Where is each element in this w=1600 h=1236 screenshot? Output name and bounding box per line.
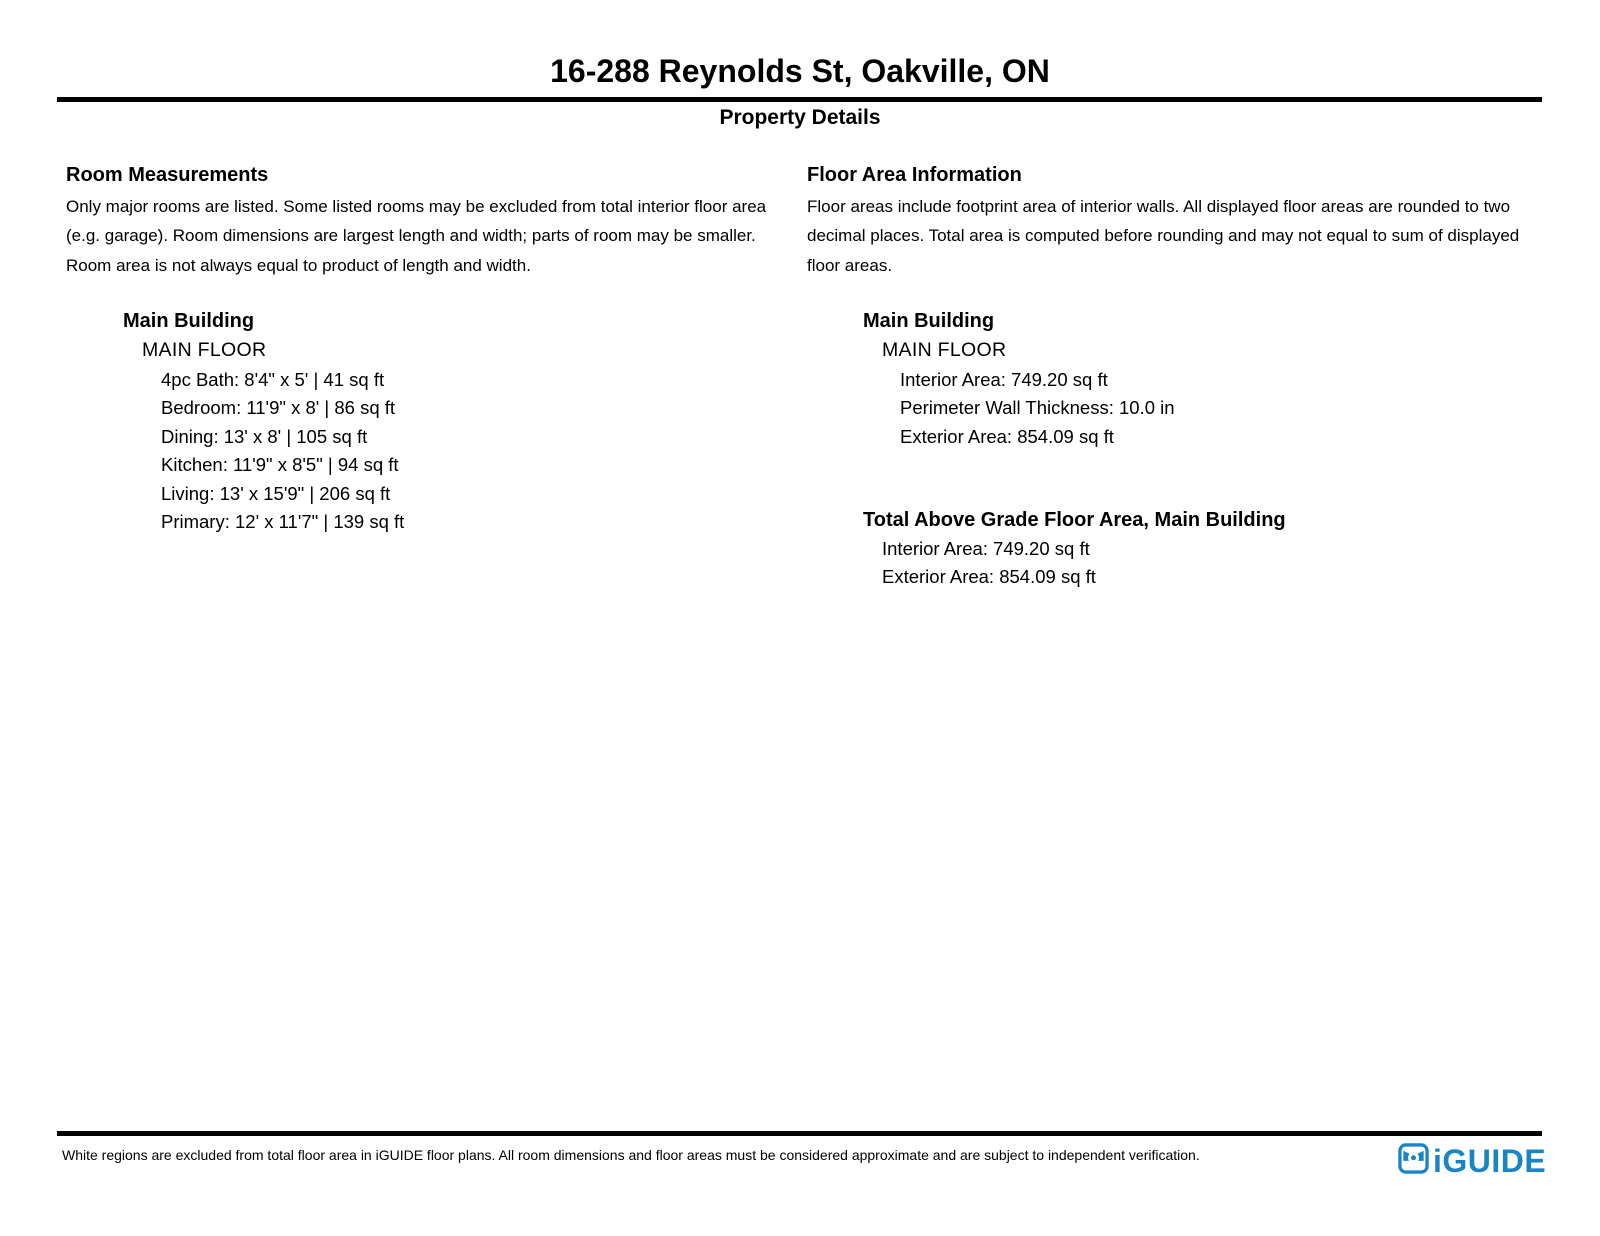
- footer-disclaimer: White regions are excluded from total floor area in iGUIDE floor plans. All room dimensions and floor areas must be considered approximate and are subject to independent verification.: [62, 1147, 1200, 1163]
- iguide-logo-icon: [1398, 1143, 1429, 1179]
- floor-detail-item: Exterior Area: 854.09 sq ft: [900, 425, 1114, 447]
- iguide-logo: [1398, 1144, 1546, 1178]
- description-line: Room area is not always equal to product of length and width.: [66, 255, 531, 275]
- room-item: 4pc Bath: 8'4" x 5' | 41 sq ft: [161, 369, 385, 390]
- page-subtitle: Property Details: [719, 106, 881, 129]
- left-building-name: Main Building: [123, 310, 255, 332]
- total-detail-item: Exterior Area: 854.09 sq ft: [882, 566, 1096, 588]
- header-divider: [57, 97, 1542, 102]
- description-line: (e.g. garage). Room dimensions are largest length and width; parts of room may be smaller.: [66, 226, 756, 246]
- right-floor-name: MAIN FLOOR: [882, 339, 1007, 361]
- room-measurements-heading: Room Measurements: [66, 164, 269, 186]
- total-detail-list: [882, 535, 1096, 592]
- description-line: decimal places. Total area is computed before rounding and may not equal to sum of displayed: [807, 226, 1520, 246]
- room-item: Primary: 12' x 11'7" | 139 sq ft: [161, 511, 405, 533]
- room-item: Bedroom: 11'9" x 8' | 86 sq ft: [161, 397, 396, 419]
- total-above-grade-heading: Total Above Grade Floor Area, Main Building: [863, 509, 1286, 531]
- description-line: Only major rooms are listed. Some listed rooms may be excluded from total interior floor area: [66, 197, 767, 216]
- room-item: Living: 13' x 15'9" | 206 sq ft: [161, 482, 391, 504]
- room-measurements-description: [66, 192, 766, 280]
- floor-area-information-heading: Floor Area Information: [807, 164, 1022, 186]
- left-floor-name: MAIN FLOOR: [142, 339, 267, 361]
- room-item: Dining: 13' x 8' | 105 sq ft: [161, 425, 368, 447]
- page-title: 16-288 Reynolds St, Oakville, ON: [550, 53, 1050, 89]
- floor-area-information-description: [807, 192, 1519, 280]
- iguide-logo-text: iGUIDE: [1433, 1143, 1547, 1179]
- room-list: [161, 366, 404, 536]
- floor-detail-list: [900, 366, 1175, 451]
- room-item: Kitchen: 11'9" x 8'5" | 94 sq ft: [161, 454, 399, 476]
- total-detail-item: Interior Area: 749.20 sq ft: [882, 538, 1090, 559]
- description-line: Floor areas include footprint area of interior walls. All displayed floor areas are rounded to two: [807, 197, 1511, 216]
- footer-divider: [57, 1131, 1542, 1136]
- floor-detail-item: Interior Area: 749.20 sq ft: [900, 369, 1108, 390]
- floor-detail-item: Perimeter Wall Thickness: 10.0 in: [900, 397, 1175, 419]
- right-building-name: Main Building: [863, 310, 995, 332]
- description-line: floor areas.: [807, 255, 893, 275]
